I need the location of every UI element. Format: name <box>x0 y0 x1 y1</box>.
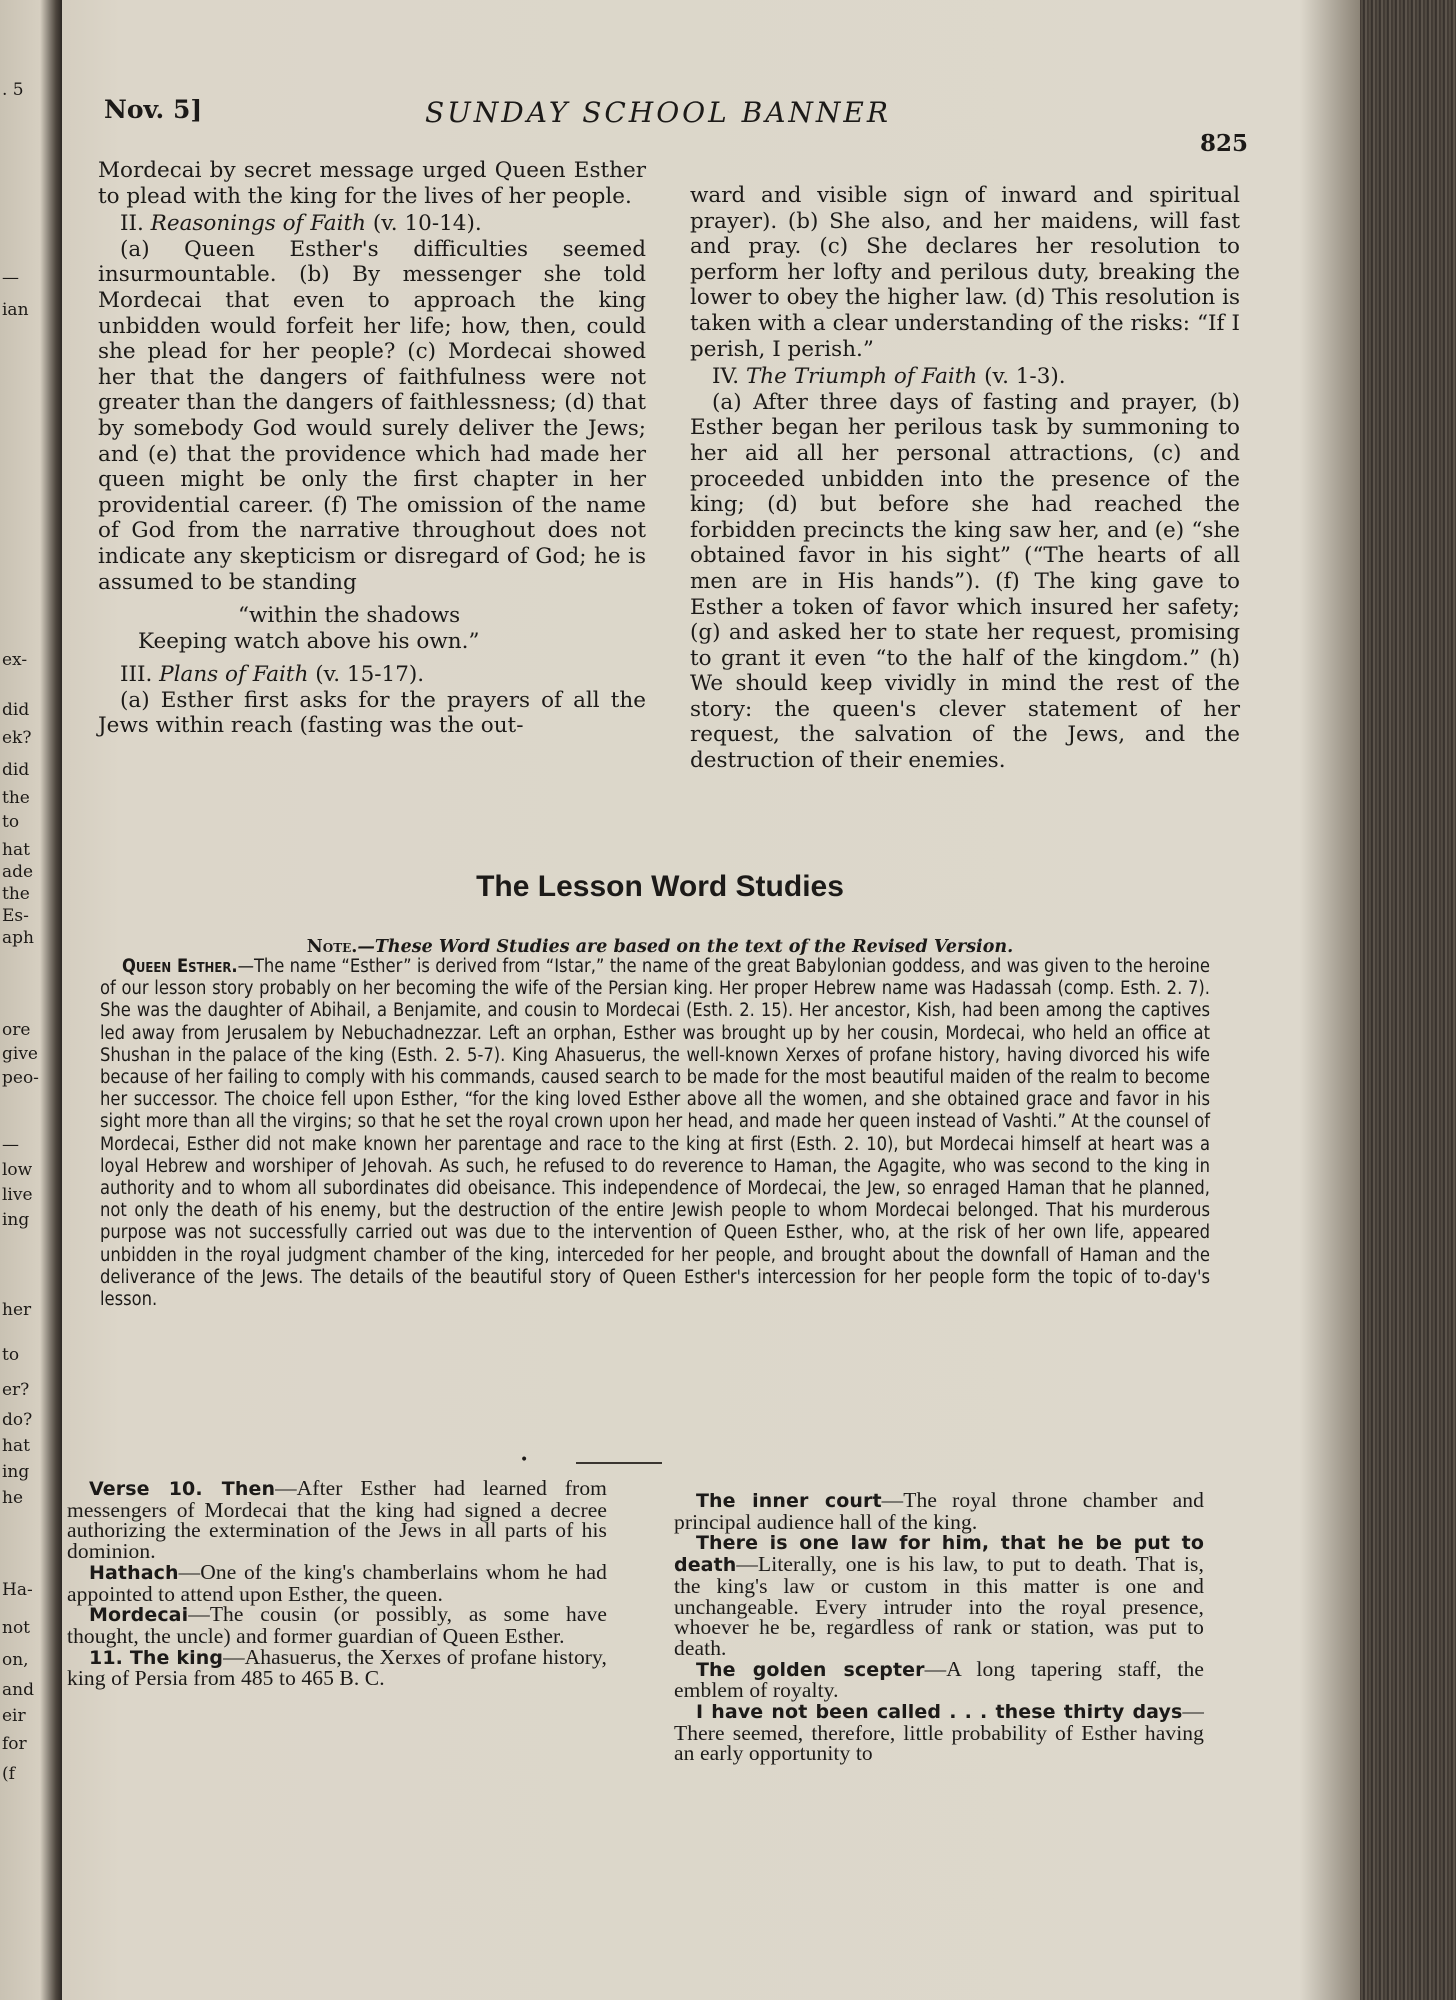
previous-page-fragment: give <box>2 1044 38 1064</box>
previous-page-margin <box>0 0 62 2000</box>
verse-note <box>67 1478 607 1562</box>
note-text: —Ahasuerus, the Xerxes of profane history, king of Persia from 485 to 465 B. C. <box>67 1644 607 1691</box>
previous-page-fragment: not <box>2 1618 31 1638</box>
study-lead: Queen Esther. <box>122 956 238 977</box>
previous-page-fragment: live <box>2 1185 33 1205</box>
note-label: Note. <box>306 937 358 957</box>
section-divider <box>576 1462 662 1464</box>
section-reference: (v. 1-3). <box>984 364 1066 390</box>
previous-page-fragment: ore <box>2 1020 31 1040</box>
section-number: III. <box>120 662 153 688</box>
separator-dot: • <box>520 1452 529 1468</box>
verse-notes-right <box>674 1490 1204 1764</box>
previous-page-fragment: Es- <box>2 906 29 926</box>
continued-paragraph: ward and visible sign of inward and spiritual prayer). (b) She also, and her maidens, will fast and pray. (c) She declares her resolution to perform her lofty and perilous duty, breaking the lower to obey the higher law. (d) This resolution is taken with a clear understanding of the risks: “If I perish, I perish.” <box>690 183 1240 362</box>
right-column-top <box>690 183 1240 774</box>
note-text: —The cousin (or possibly, as some have thought, the uncle) and former guardian of Queen Esther. <box>67 1602 607 1648</box>
queen-esther-study <box>100 956 1210 1311</box>
note-text: —After Esther had learned from messengers of Mordecai that the king had signed a decree authorizing the extermination of the Jews in all parts of his dominion. <box>67 1476 607 1564</box>
verse-note <box>674 1701 1204 1764</box>
left-column-top <box>98 158 646 739</box>
publication-title: SUNDAY SCHOOL BANNER <box>425 96 891 129</box>
previous-page-fragment: ing <box>2 1210 30 1230</box>
verse-note <box>67 1604 607 1646</box>
note-term: The golden scepter <box>696 1658 925 1681</box>
previous-page-fragment: ade <box>2 862 34 882</box>
previous-page-fragment: — <box>2 1135 19 1155</box>
previous-page-fragment: do? <box>2 1410 33 1430</box>
note-term: Verse 10. Then <box>89 1478 276 1500</box>
previous-page-fragment: for <box>2 1734 27 1754</box>
verse-note <box>674 1532 1204 1658</box>
note-term: 11. The king <box>89 1646 224 1669</box>
word-studies-title: The Lesson Word Studies <box>476 870 844 903</box>
verse-note <box>67 1559 607 1606</box>
section-heading <box>98 662 646 688</box>
note-term: Hathach <box>89 1561 179 1584</box>
note-text: —The royal throne chamber and principal audience hall of the king. <box>674 1488 1204 1534</box>
previous-page-fragment: (f <box>2 1764 15 1784</box>
page-number: 825 <box>1200 130 1249 157</box>
section-title: Plans of Faith <box>159 662 309 688</box>
section-reference: (v. 15-17). <box>315 662 425 688</box>
previous-page-fragment: er? <box>2 1380 30 1400</box>
previous-page-fragment: ian <box>2 300 29 320</box>
issue-date: Nov. 5] <box>104 95 203 124</box>
previous-page-fragment: low <box>2 1160 33 1180</box>
section-heading <box>98 211 646 237</box>
previous-page-fragment: her <box>2 1300 32 1320</box>
previous-page-fragment: hat <box>2 1436 30 1456</box>
section-number: IV. <box>712 364 740 390</box>
previous-page-fragment: did <box>2 700 30 720</box>
previous-page-fragment: ek? <box>2 728 32 748</box>
previous-page-fragment: did <box>2 760 30 780</box>
section-number: II. <box>120 211 144 237</box>
note-text: —These Word Studies are based on the text of the Revised Version. <box>357 937 1014 957</box>
note-text: —There seemed, therefore, little probability of Esther having an early opportunity to <box>674 1699 1204 1766</box>
section-reference: (v. 10-14). <box>372 211 482 237</box>
previous-page-fragment: — <box>2 268 19 288</box>
quote-line: “within the shadows <box>238 603 461 629</box>
section-body: (a) Queen Esther's difficulties seemed insurmountable. (b) By messenger she told Mordecai that even to approach the king unbidden would forfeit her life; how, then, could she plead for her people? (c) Mordecai showed her that the dangers of faithfulness were not greater than the dangers of faithlessness; (d) that by somebody God would surely deliver the Jews; and (e) that the providence which had made her queen might be only the first chapter in her providential career. (f) The omission of the name of God from the narrative throughout does not indicate any skepticism or disregard of God; he is assumed to be standing <box>98 236 646 595</box>
previous-page-fragment: . 5 <box>2 80 24 100</box>
verse-notes-left <box>67 1478 607 1689</box>
note-term: Mordecai <box>89 1604 189 1627</box>
note-text: —Literally, one is his law, to put to death. That is, the king's law or custom in this matter is one and unchangeable. Every intruder into the royal presence, whoever he be, regardless of rank or station, was put to death. <box>674 1552 1204 1660</box>
previous-page-fragment: Ha- <box>2 1580 33 1600</box>
previous-page-fragment: ex- <box>2 650 28 670</box>
previous-page-fragment: he <box>2 1488 24 1508</box>
previous-page-fragment: the <box>2 884 30 904</box>
previous-page-fragment: the <box>2 788 30 808</box>
intro-paragraph: Mordecai by secret message urged Queen Esther to plead with the king for the lives of her people. <box>98 158 646 209</box>
note-text: —One of the king's chamberlains whom he had appointed to attend upon Esther, the queen. <box>67 1559 607 1606</box>
note-term: There is one law for him, that he be put to death <box>674 1532 1204 1577</box>
previous-page-fragment: and <box>2 1680 34 1700</box>
verse-note <box>674 1656 1204 1703</box>
section-body: (a) Esther first asks for the prayers of all the Jews within reach (fasting was the out- <box>98 687 646 739</box>
verse-note <box>674 1490 1204 1532</box>
verse-quote <box>98 603 646 654</box>
quote-line: Keeping watch above his own.” <box>138 628 480 654</box>
previous-page-fragment: peo- <box>2 1068 39 1088</box>
section-heading <box>690 364 1240 390</box>
word-studies-note <box>0 937 1320 957</box>
study-text: —The name “Esther” is derived from “Istar,” the name of the great Babylonian goddess, and was given to the heroine of our lesson story probably on her becoming the wife of the Persian king. Her proper Hebrew name was Hadassah (comp. Esth. 2. 7). She was the daughter of Abihail, a Benjamite, and cousin to Mordecai (Esth. 2. 15). Her ancestor, Kish, had been among the captives led away from Jerusalem by Nebuchadnezzar. Left an orphan, Esther was brought up by her cousin, Mordecai, who held an office at Shushan in the palace of the king (Esth. 2. 5-7). King Ahasuerus, the well-known Xerxes of profane history, having divorced his wife because of her failing to comply with his commands, caused search to be made for the most beautiful maiden of the realm to become her successor. The choice fell upon Esther, “for the king loved Esther above all the women, and she obtained grace and favor in his sight more than all the virgins; so that he set the royal crown upon her head, and made her queen instead of Vashti.” At the counsel of Mordecai, Esther did not make known her parentage and race to the king at first (Esth. 2. 10), but Mordecai himself at heart was a loyal Hebrew and worshiper of Jehovah. As such, he refused to do reverence to Haman, the Agagite, who was second to the king in authority and to whom all subordinates did obeisance. This independence of Mordecai, the Jew, so enraged Haman that he planned, not only the death of his enemy, but the destruction of the entire Jewish people to whom Mordecai belonged. That his murderous purpose was not successfully carried out was due to the intervention of Queen Esther, who, at the risk of her own life, appeared unbidden in the royal judgment chamber of the king, interceded for her people, and brought about the downfall of Haman and the deliverance of the Jews. The details of the beautiful story of Queen Esther's intercession for her people form the topic of to-day's lesson. <box>100 956 1210 1311</box>
verse-note <box>67 1644 607 1691</box>
note-term: The inner court <box>696 1490 882 1512</box>
previous-page-fragment: aph <box>2 928 34 948</box>
book-page-edge <box>1360 0 1456 2000</box>
previous-page-fragment: eir <box>2 1706 26 1726</box>
previous-page-fragment: to <box>2 1345 20 1365</box>
section-title: Reasonings of Faith <box>150 211 366 237</box>
previous-page-fragment: hat <box>2 840 30 860</box>
note-text: —A long tapering staff, the emblem of royalty. <box>674 1656 1204 1703</box>
previous-page-fragment: to <box>2 812 20 832</box>
previous-page-fragment: ing <box>2 1462 30 1482</box>
note-term: I have not been called . . . these thirty days <box>696 1701 1183 1724</box>
section-title: The Triumph of Faith <box>745 364 978 390</box>
previous-page-fragment: on, <box>2 1650 29 1670</box>
section-body: (a) After three days of fasting and prayer, (b) Esther began her perilous task by summoning to her aid all her personal attractions, (c) and proceeded unbidden into the presence of the king; (d) but before she had reached the forbidden precincts the king saw her, and (e) “she obtained favor in his sight” (“The hearts of all men are in His hands”). (f) The king gave to Esther a token of favor which insured her safety; (g) and asked her to state her request, promising to grant it even “to the half of the kingdom.” (h) We should keep vividly in mind the rest of the story: the queen's clever statement of her request, the salvation of the Jews, and the destruction of their enemies. <box>690 389 1240 774</box>
